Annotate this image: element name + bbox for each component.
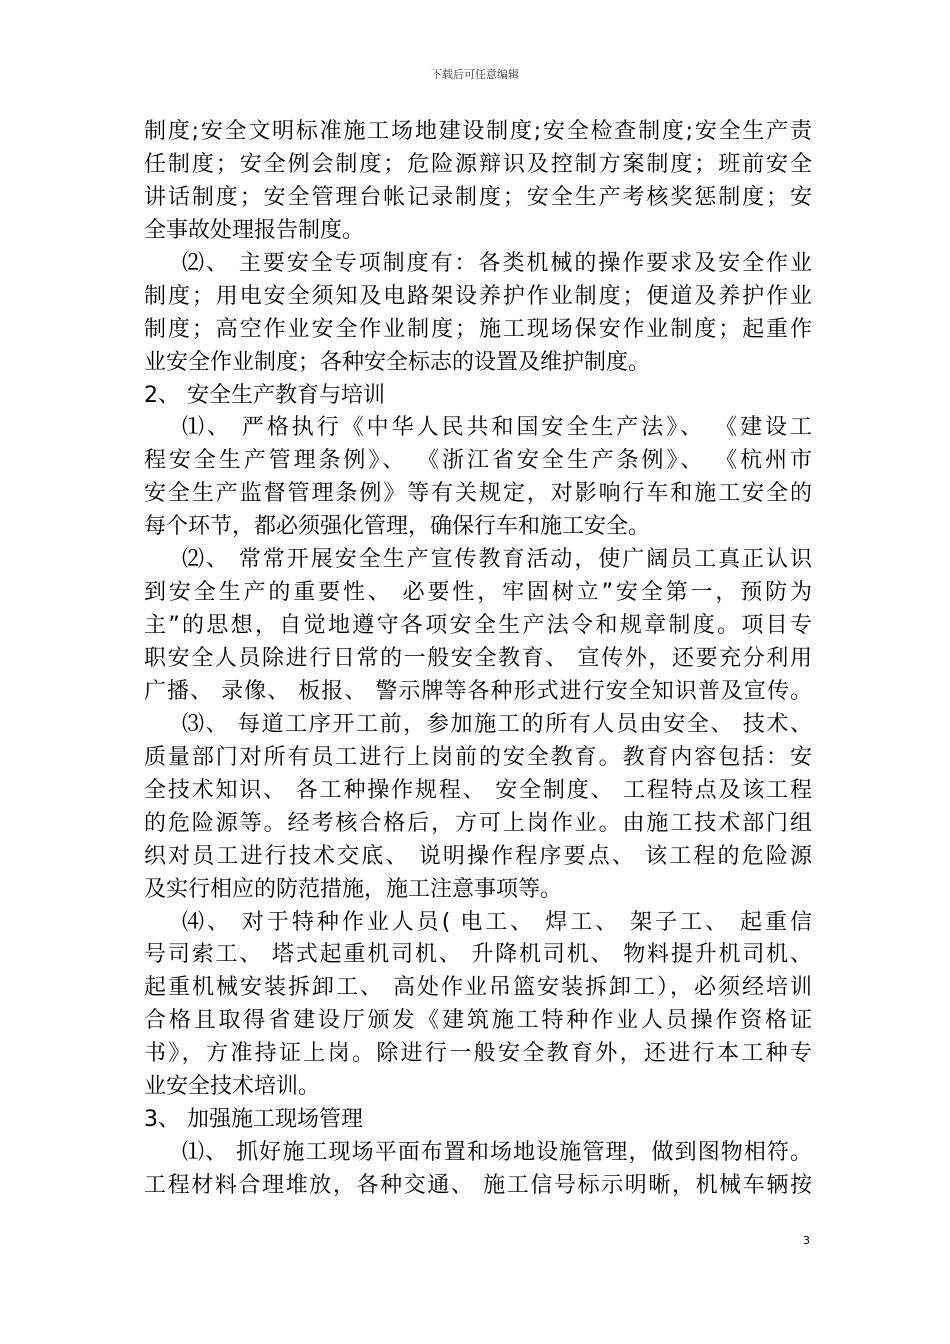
text-line: 全技术知识、 各工种操作规程、 安全制度、 工程特点及该工程 (144, 777, 812, 803)
text-line: ⑶、 每道工序开工前，参加施工的所有人员由安全、 技术、 (182, 711, 812, 737)
text-line: 全事故处理报告制度。 (144, 217, 365, 243)
text-line: 合格且取得省建设厅颁发《建筑施工特种作业人员操作资格证 (144, 1008, 812, 1034)
text-line: ⑵、 常常开展安全生产宣传教育活动，使广阔员工真正认识 (182, 547, 812, 573)
text-line: 讲话制度；安全管理台帐记录制度；安全生产考核奖惩制度；安 (144, 184, 812, 210)
text-line: 制度;安全文明标准施工场地建设制度;安全检查制度;安全生产责 (144, 119, 812, 144)
page-header: 下载后可任意编辑 (431, 68, 519, 81)
text-line: ⑷、 对于特种作业人员( 电工、 焊工、 架子工、 起重信 (182, 909, 812, 935)
text-line: 到安全生产的重要性、 必要性，牢固树立”安全第一，预防为 (144, 580, 812, 606)
text-line: ⑵、 主要安全专项制度有：各类机械的操作要求及安全作业 (182, 250, 812, 276)
text-line: 织对员工进行技术交底、 说明操作程序要点、 该工程的危险源 (144, 843, 812, 869)
text-line: 制度；高空作业安全作业制度；施工现场保安作业制度；起重作 (144, 316, 812, 342)
text-line: 职安全人员除进行日常的一般安全教育、 宣传外，还要充分利用 (144, 646, 812, 671)
text-line: ⑴、 抓好施工现场平面布置和场地设施管理，做到图物相符。 (182, 1140, 812, 1166)
text-line: 书》，方准持证上岗。除进行一般安全教育外，还进行本工种专 (144, 1041, 812, 1067)
text-line: 主”的思想，自觉地遵守各项安全生产法令和规章制度。项目专 (144, 613, 812, 639)
text-line: 制度；用电安全须知及电路架设养护作业制度；便道及养护作业 (144, 283, 812, 309)
document-body (144, 116, 812, 1203)
text-line: ⑴、 严格执行《中华人民共和国安全生产法》、 《建设工 (182, 415, 812, 441)
text-line: 及实行相应的防范措施，施工注意事项等。 (144, 876, 563, 902)
section-heading: 3、 加强施工现场管理 (144, 1107, 363, 1133)
text-line: 每个环节，都必须强化管理，确保行车和施工安全。 (144, 514, 651, 540)
text-line: 任制度；安全例会制度；危险源辩识及控制方案制度；班前安全 (144, 151, 812, 177)
text-line: 业安全技术培训。 (144, 1074, 321, 1100)
text-line: 质量部门对所有员工进行上岗前的安全教育。教育内容包括：安 (144, 744, 812, 770)
section-heading: 2、 安全生产教育与培训 (144, 382, 385, 408)
text-line: 广播、 录像、 板报、 警示牌等各种形式进行安全知识普及宣传。 (144, 678, 812, 704)
text-line: 的危险源等。经考核合格后，方可上岗作业。由施工技术部门组 (144, 810, 812, 836)
text-line: 业安全作业制度；各种安全标志的设置及维护制度。 (144, 349, 651, 375)
text-line: 起重机械安装拆卸工、 高处作业吊篮安装拆卸工），必须经培训 (144, 975, 812, 1001)
text-line: 安全生产监督管理条例》等有关规定，对影响行车和施工安全的 (144, 481, 812, 507)
text-line: 工程材料合理堆放，各种交通、 施工信号标示明晰，机械车辆按 (144, 1173, 812, 1198)
text-line: 号司索工、 塔式起重机司机、 升降机司机、 物料提升机司机、 (144, 942, 812, 968)
text-line: 程安全生产管理条例》、 《浙江省安全生产条例》、 《杭州市 (144, 448, 812, 474)
page-number: 3 (803, 1234, 810, 1247)
